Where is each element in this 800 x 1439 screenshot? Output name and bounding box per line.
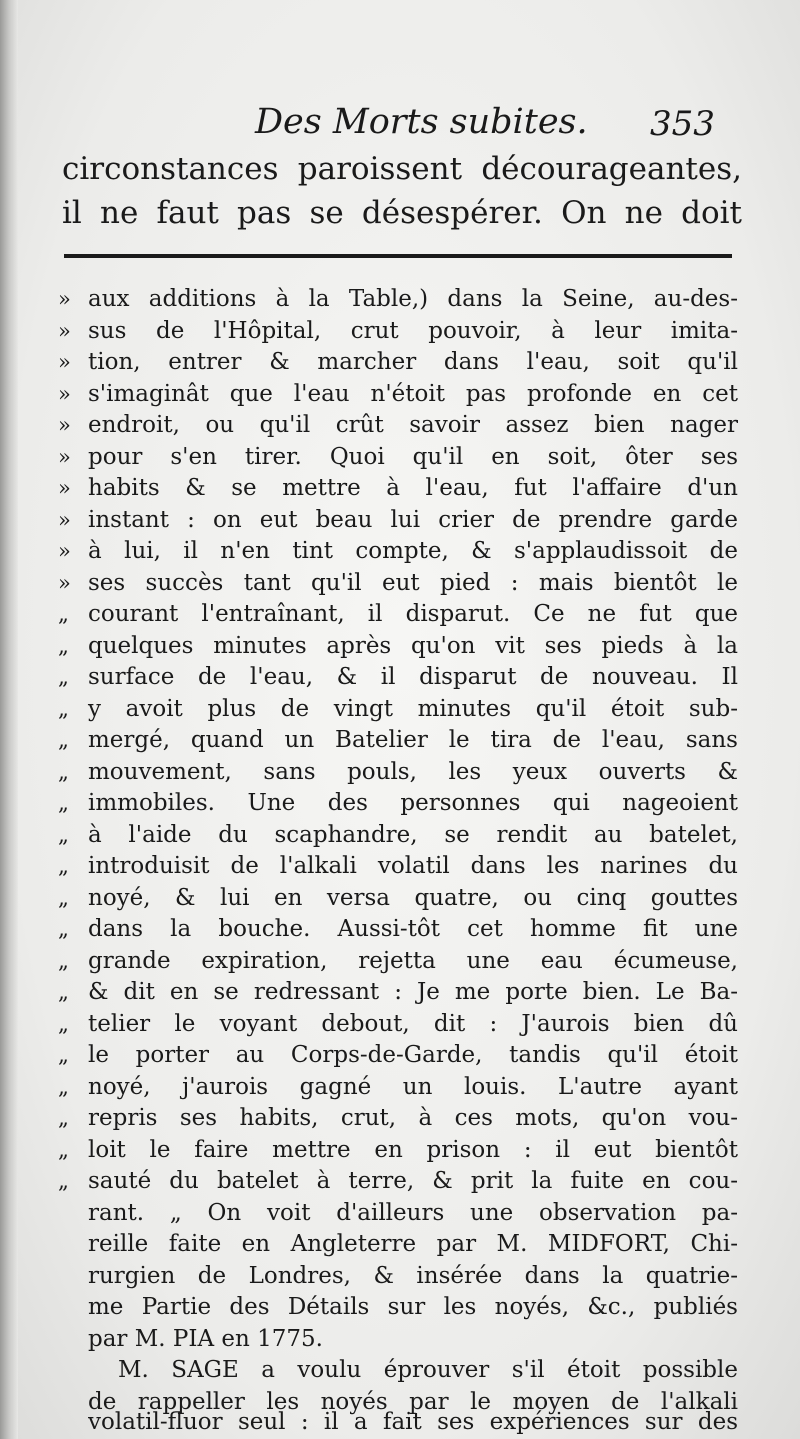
footnote-line: me Partie des Détails sur les noyés, &c., publiés (88, 1294, 738, 1320)
quote-mark: „ (58, 1137, 69, 1162)
line-text: endroit, ou qu'il crût savoir assez bien nager (88, 412, 738, 438)
quote-mark: „ (58, 759, 69, 784)
line-text: courant l'entraînant, il disparut. Ce ne fut que (88, 601, 738, 627)
quote-mark: » (58, 444, 71, 469)
footnote-line: de rappeller les noyés par le moyen de l'alkali (88, 1388, 738, 1415)
line-text: noyé, j'aurois gagné un louis. L'autre ayant (88, 1073, 738, 1100)
line-text: aux additions à la Table,) dans la Seine, au-des- (88, 286, 738, 312)
quote-mark: „ (58, 948, 69, 973)
footnote-quoted-line (58, 851, 738, 883)
line-text: le porter au Corps-de-Garde, tandis qu'il étoit (88, 1042, 738, 1068)
quote-mark: » (58, 318, 71, 343)
footnote-quoted-line (58, 914, 738, 946)
footnote-quoted-line (58, 505, 738, 537)
line-text: habits & se mettre à l'eau, fut l'affaire d'un (88, 475, 738, 501)
body-line: il ne faut pas se désespérer. On ne doit (62, 195, 742, 231)
line-text: à lui, il n'en tint compte, & s'applaudissoit de (88, 538, 738, 564)
footnote-quoted-line (58, 662, 738, 694)
quote-mark: „ (58, 885, 69, 910)
line-text: surface de l'eau, & il disparut de nouveau. Il (88, 664, 738, 690)
quote-mark: „ (58, 1011, 69, 1036)
quote-mark: „ (58, 696, 69, 721)
footnote-quoted-line (58, 599, 738, 631)
page-number: 353 (650, 104, 715, 144)
line-text: instant : on eut beau lui crier de prendre garde (88, 506, 738, 533)
footnote-quoted-line (58, 1009, 738, 1041)
line-text: dans la bouche. Aussi-tôt cet homme fit une (88, 916, 738, 942)
line-text: & dit en se redressant : Je me porte bien. Le Ba- (88, 979, 738, 1005)
line-text: y avoit plus de vingt minutes qu'il étoit sub- (88, 695, 738, 722)
quote-mark: „ (58, 602, 69, 626)
line-text: ses succès tant qu'il eut pied : mais bientôt le (88, 569, 738, 596)
footnote-quoted-line (58, 1103, 738, 1135)
footnote-quoted-line (58, 725, 738, 757)
line-text: mouvement, sans pouls, les yeux ouverts & (88, 758, 738, 785)
quote-mark: » (58, 350, 71, 374)
footnote-quoted-line (58, 379, 738, 411)
footnote-quoted-line (58, 977, 738, 1009)
footnote-separator-rule (64, 254, 732, 258)
line-text: pour s'en tirer. Quoi qu'il en soit, ôter ses (88, 443, 738, 470)
footnote-quoted-line (58, 1166, 738, 1198)
line-text: telier le voyant debout, dit : J'aurois bien dû (88, 1010, 738, 1037)
footnote-quoted-line (58, 694, 738, 726)
footnote-quoted-line (58, 316, 738, 348)
footnote-line: par M. PIA en 1775. (88, 1325, 323, 1352)
line-text: à l'aide du scaphandre, se rendit au batelet, (88, 821, 738, 848)
footnote-quoted-line (58, 1072, 738, 1104)
footnote-line: rant. „ On voit d'ailleurs une observation pa- (88, 1199, 738, 1226)
line-text: immobiles. Une des personnes qui nageoient (88, 790, 738, 816)
footnote-quoted-line (58, 442, 738, 474)
line-text: noyé, & lui en versa quatre, ou cinq gouttes (88, 884, 738, 911)
quote-mark: „ (58, 1074, 69, 1099)
footnote-quoted-line (58, 1135, 738, 1167)
footnote-quoted-line (58, 473, 738, 505)
footnote-quoted-line (58, 946, 738, 978)
line-text: tion, entrer & marcher dans l'eau, soit qu'il (88, 349, 738, 375)
page-gutter-shadow (0, 0, 18, 1439)
footnote-quoted-line (58, 631, 738, 663)
line-text: repris ses habits, crut, à ces mots, qu'on vou- (88, 1105, 738, 1131)
line-text: loit le faire mettre en prison : il eut bientôt (88, 1136, 738, 1163)
quote-mark: „ (58, 854, 69, 878)
line-text: mergé, quand un Batelier le tira de l'eau, sans (88, 727, 738, 753)
footnote-quoted-line (58, 820, 738, 852)
quote-mark: » (58, 287, 71, 311)
quote-mark: » (58, 539, 71, 563)
quote-mark: „ (58, 917, 69, 941)
footnote-quoted-line (58, 757, 738, 789)
quote-mark: „ (58, 633, 69, 658)
line-text: quelques minutes après qu'on vit ses pieds à la (88, 632, 738, 659)
quote-mark: „ (58, 791, 69, 815)
footnote-line: volatil-fluor seul : il a fait ses expériences sur des (88, 1409, 738, 1435)
line-text: grande expiration, rejetta une eau écumeuse, (88, 947, 738, 974)
quote-mark: „ (58, 822, 69, 847)
quote-mark: „ (58, 1106, 69, 1130)
body-line: circonstances paroissent décourageantes, (62, 151, 742, 187)
line-text: s'imaginât que l'eau n'étoit pas profonde en cet (88, 380, 738, 407)
footnote-quoted-line (58, 883, 738, 915)
footnote-quoted-line (58, 284, 738, 316)
quote-mark: „ (58, 728, 69, 752)
quote-mark: » (58, 570, 71, 595)
footnote-line: reille faite en Angleterre par M. MIDFORT, Chi- (88, 1231, 738, 1257)
footnote-quoted-line (58, 568, 738, 600)
quote-mark: „ (58, 665, 69, 689)
quote-mark: » (58, 507, 71, 532)
quote-mark: „ (58, 1169, 69, 1193)
quote-mark: » (58, 381, 71, 406)
line-text: introduisit de l'alkali volatil dans les narines du (88, 853, 738, 879)
footnote-quoted-line (58, 410, 738, 442)
running-head: Des Morts subites. (255, 102, 588, 142)
footnote-line: M. SAGE a voulu éprouver s'il étoit possible (118, 1357, 738, 1383)
quote-mark: » (58, 413, 71, 437)
footnote-line: rurgien de Londres, & insérée dans la quatrie- (88, 1262, 738, 1289)
quote-mark: » (58, 476, 71, 500)
quote-mark: „ (58, 1043, 69, 1067)
footnote-quoted-line (58, 536, 738, 568)
footnote-quoted-line (58, 347, 738, 379)
quote-mark: „ (58, 980, 69, 1004)
line-text: sauté du batelet à terre, & prit la fuite en cou- (88, 1168, 738, 1194)
line-text: sus de l'Hôpital, crut pouvoir, à leur imita- (88, 317, 738, 344)
footnote-quoted-line (58, 1040, 738, 1072)
footnote-quoted-line (58, 788, 738, 820)
